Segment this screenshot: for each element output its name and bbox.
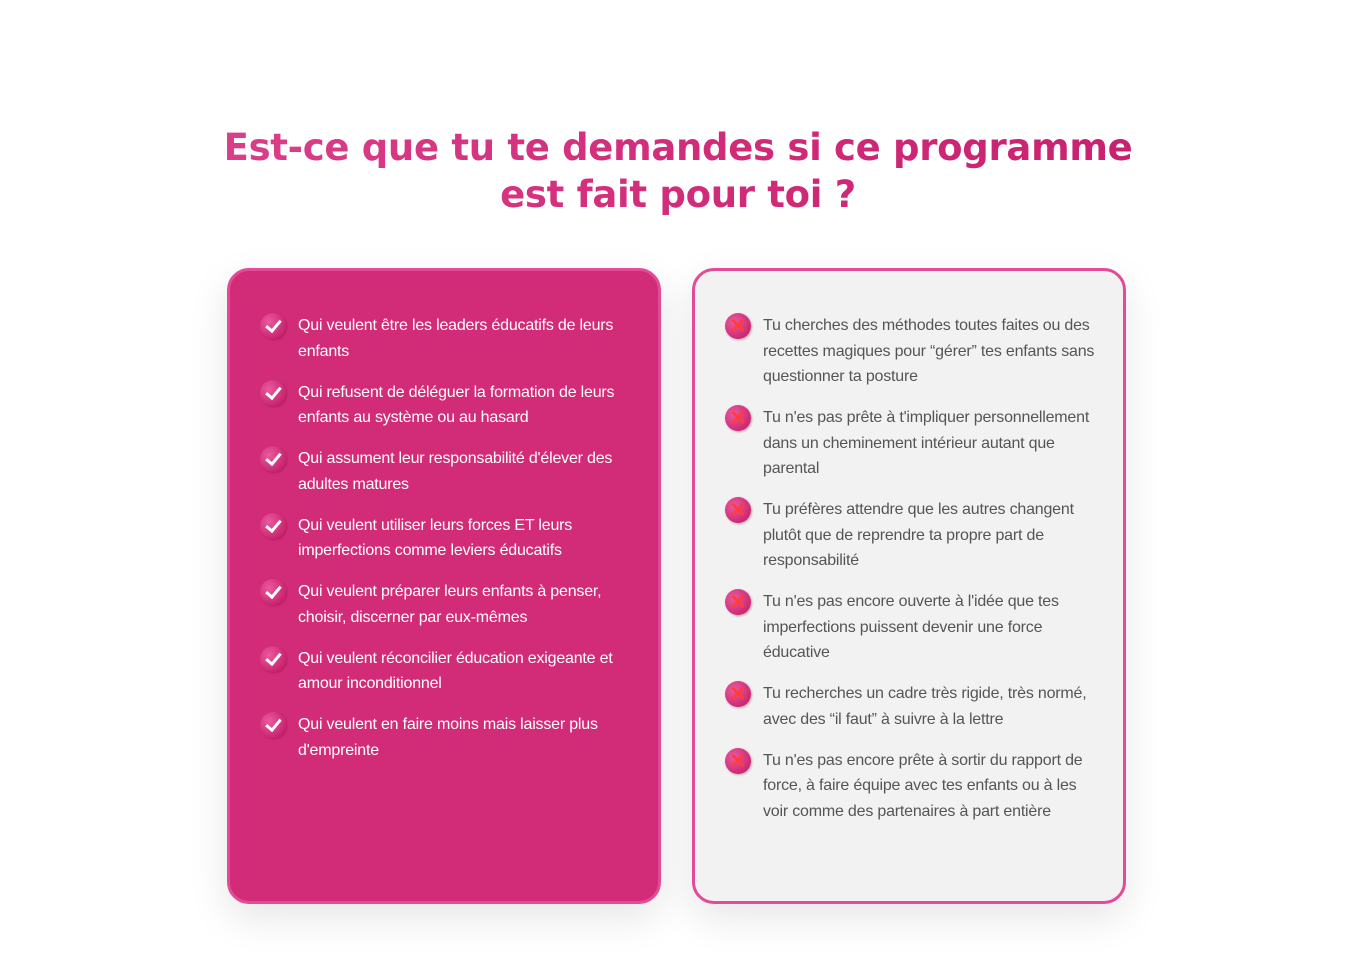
for-you-item [260,579,632,630]
not-for-you-item [725,497,1097,574]
for-you-list [260,313,632,779]
check-icon [260,513,286,539]
not-for-you-item-text: Tu n'es pas prête à t'impliquer personnellement dans un cheminement intérieur autant que parental [763,409,1090,477]
cross-icon [725,313,751,339]
check-icon [260,380,286,406]
section-title-line-1: Est-ce que tu te demandes si ce programme [223,126,1133,169]
for-you-item-text: Qui refusent de déléguer la formation de leurs enfants au système ou au hasard [298,383,615,426]
section-title [0,124,1356,218]
not-for-you-item-text: Tu n'es pas encore ouverte à l'idée que tes imperfections puissent devenir une force éducative [763,593,1059,661]
for-you-item [260,513,632,564]
check-icon [260,446,286,472]
not-for-you-item [725,681,1097,732]
for-you-item-text: Qui assument leur responsabilité d'élever des adultes matures [298,450,613,493]
not-for-you-item-text: Tu cherches des méthodes toutes faites ou des recettes magiques pour “gérer” tes enfants sans questionner ta posture [763,317,1095,385]
for-you-item [260,446,632,497]
not-for-you-item-text: Tu n'es pas encore prête à sortir du rapport de force, à faire équipe avec tes enfants ou à les voir comme des partenaires à part entière [763,751,1083,820]
not-for-you-list [725,313,1097,840]
for-you-item-text: Qui veulent préparer leurs enfants à penser, choisir, discerner par eux-mêmes [298,583,602,626]
not-for-you-item-text: Tu préfères attendre que les autres changent plutôt que de reprendre ta propre part de responsabilité [763,501,1074,569]
check-icon [260,646,286,672]
not-for-you-item-text: Tu recherches un cadre très rigide, très normé, avec des “il faut” à suivre à la lettre [763,685,1087,728]
for-you-item [260,712,632,763]
for-you-item-text: Qui veulent en faire moins mais laisser plus d'empreinte [298,716,598,759]
for-you-item-text: Qui veulent réconcilier éducation exigeante et amour inconditionnel [298,649,613,692]
not-for-you-card [692,268,1126,904]
check-icon [260,579,286,605]
not-for-you-item [725,405,1097,482]
cross-icon [725,589,751,615]
not-for-you-item [725,313,1097,390]
not-for-you-item [725,748,1097,825]
for-you-item [260,313,632,364]
cross-icon [725,497,751,523]
check-icon [260,712,286,738]
not-for-you-item [725,589,1097,666]
check-icon [260,313,286,339]
for-you-item-text: Qui veulent être les leaders éducatifs de leurs enfants [298,317,614,360]
for-you-item [260,380,632,431]
for-you-card [227,268,661,904]
cross-icon [725,405,751,431]
cross-icon [725,748,751,774]
section-title-line-2: est fait pour toi ? [500,173,856,216]
cross-icon [725,681,751,707]
for-you-item-text: Qui veulent utiliser leurs forces ET leurs imperfections comme leviers éducatifs [298,516,573,559]
for-you-item [260,646,632,697]
